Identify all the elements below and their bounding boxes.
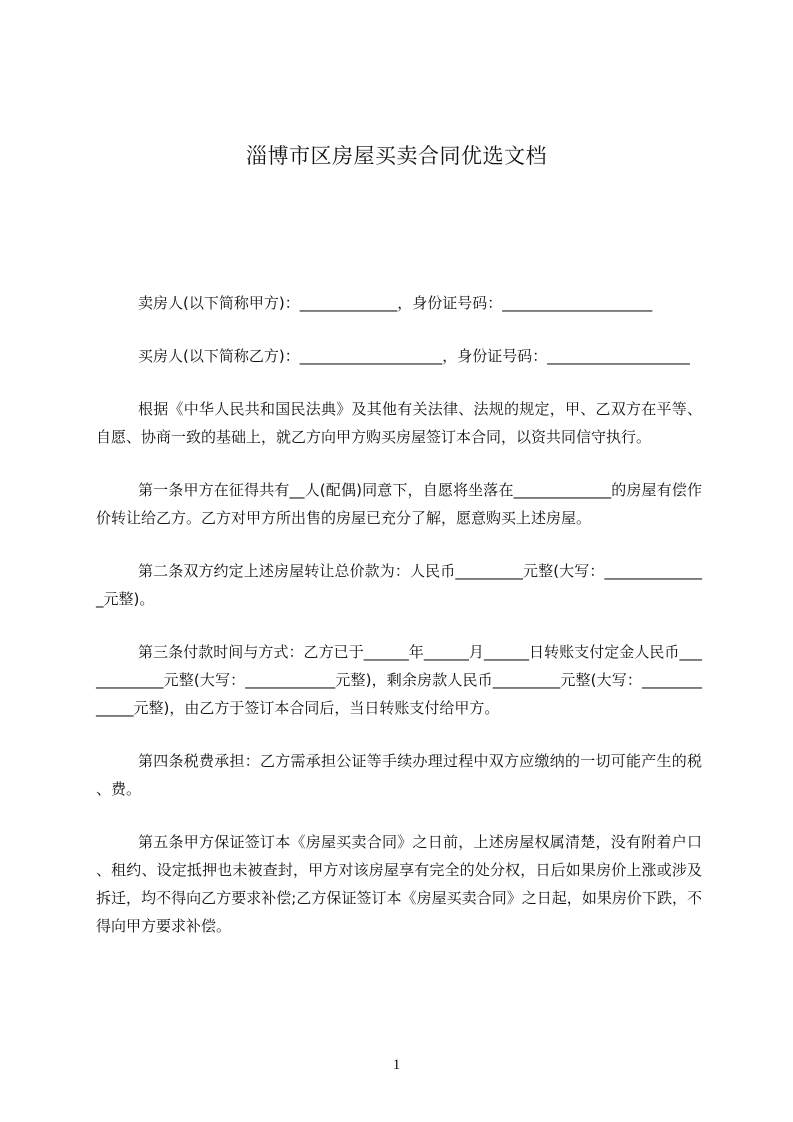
article-1-paragraph: 第一条甲方在征得共有__人(配偶)同意下，自愿将坐落在_____________的房屋有偿作价转让给乙方。乙方对甲方所出售的房屋已充分了解，愿意购买上述房屋。	[96, 481, 702, 527]
preamble-paragraph: 根据《中华人民共和国民法典》及其他有关法律、法规的规定，甲、乙双方在平等、自愿、协商一致的基础上，就乙方向甲方购买房屋签订本合同，以资共同信守执行。	[96, 400, 702, 446]
seller-info-paragraph: 卖房人(以下简称甲方)：_____________，身份证号码：____________________	[138, 294, 653, 312]
article-3-paragraph: 第三条付款时间与方式：乙方已于______年______月______日转账支付定金人民币____________元整(大写：____________元整)，剩余房款人民币_________元整(大写：_____________元整)，由乙方于签订本合同后，当日转账支付给甲方。	[96, 643, 702, 717]
buyer-info-paragraph: 买房人(以下简称乙方)：___________________，身份证号码：___________________	[138, 347, 690, 365]
article-5-paragraph: 第五条甲方保证签订本《房屋买卖合同》之日前，上述房屋权属清楚，没有附着户口、租约、设定抵押也未被查封，甲方对该房屋享有完全的处分权，日后如果房价上涨或涉及拆迁，均不得向乙方要求补偿;乙方保证签订本《房屋买卖合同》之日起，如果房价下跌，不得向甲方要求补偿。	[96, 833, 702, 935]
document-body	[96, 289, 702, 940]
article-2-paragraph: 第二条双方约定上述房屋转让总价款为：人民币_________元整(大写：______________元整)。	[96, 562, 702, 608]
page-number: 1	[392, 1057, 401, 1073]
article-4-paragraph: 第四条税费承担：乙方需承担公证等手续办理过程中双方应缴纳的一切可能产生的税、费。	[96, 752, 702, 798]
document-title: 淄博市区房屋买卖合同优选文档	[246, 144, 547, 168]
